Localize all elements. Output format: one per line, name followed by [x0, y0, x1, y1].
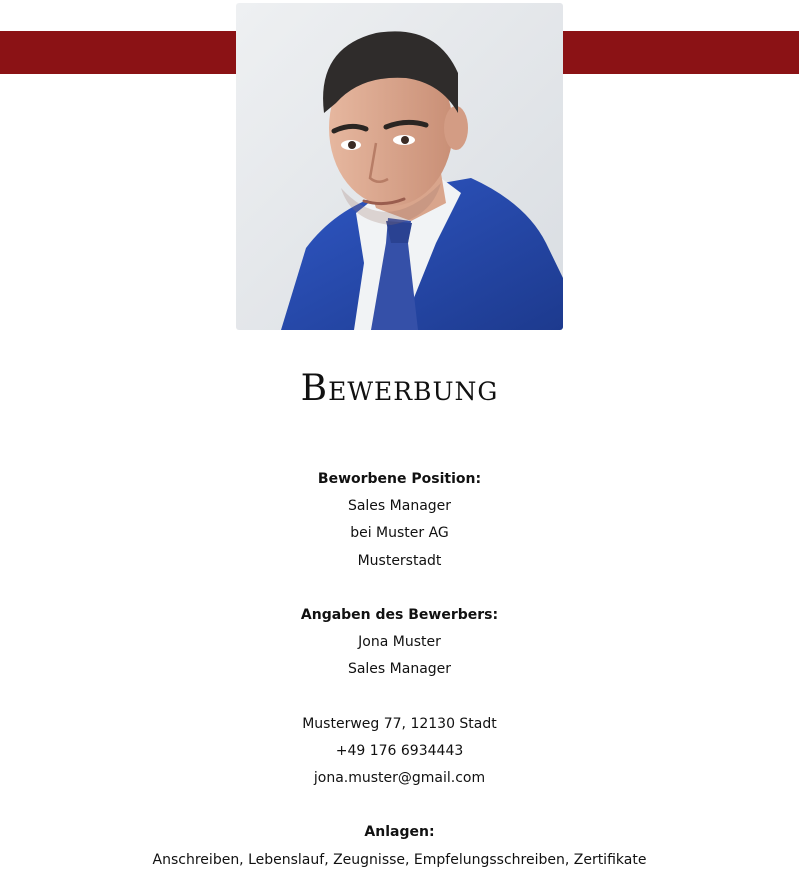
- document-title: Bewerbung: [300, 368, 499, 409]
- applicant-address: Musterweg 77, 12130 Stadt: [302, 715, 497, 732]
- position-company: bei Muster AG: [350, 525, 449, 542]
- applicant-name: Jona Muster: [358, 634, 441, 651]
- position-role: Sales Manager: [347, 498, 452, 515]
- applicant-photo: [236, 3, 563, 330]
- spacer: [0, 575, 799, 602]
- application-details: [0, 466, 799, 874]
- applicant-phone: +49 176 6934443: [335, 742, 464, 759]
- spacer: [0, 684, 799, 711]
- position-city: Musterstadt: [357, 552, 442, 569]
- position-heading: Beworbene Position:: [317, 471, 482, 487]
- applicant-email: jona.muster@gmail.com: [313, 770, 486, 787]
- applicant-heading: Angaben des Bewerbers:: [300, 606, 499, 623]
- spacer: [0, 792, 799, 819]
- attachments-list: Anschreiben, Lebenslauf, Zeugnisse, Empfelungsschreiben, Zertifikate: [152, 851, 647, 868]
- applicant-role: Sales Manager: [347, 661, 452, 678]
- attachments-heading: Anlagen:: [364, 824, 435, 841]
